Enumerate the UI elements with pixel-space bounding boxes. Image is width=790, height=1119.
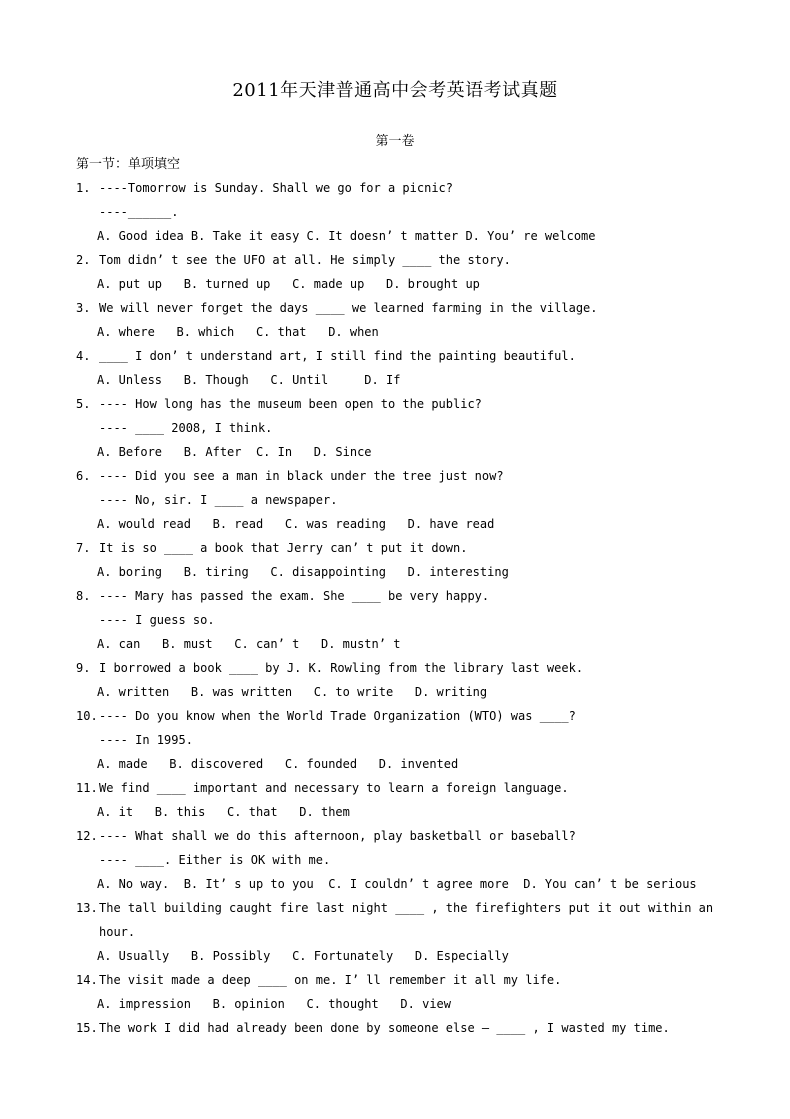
question-stem-line (76, 176, 726, 200)
question-number: 12. (76, 829, 98, 843)
question-stem-line (76, 704, 726, 728)
question-stem: ---- Did you see a man in black under the tree just now? (99, 469, 504, 483)
question-stem: ---- Do you know when the World Trade Organization (WTO) was ____? (99, 709, 576, 723)
question-item (76, 776, 726, 824)
question-number: 6. (76, 469, 91, 483)
section-heading: 第一节：单项填空 (76, 157, 181, 172)
question-item (76, 1016, 726, 1040)
question-stem: ---- Mary has passed the exam. She ____ be very happy. (99, 589, 490, 603)
question-continuation: ---- No, sir. I ____ a newspaper. (99, 493, 338, 507)
question-continuation: hour. (99, 925, 136, 939)
question-stem: ____ I don’ t understand art, I still find the painting beautiful. (99, 349, 576, 363)
question-number: 5. (76, 397, 91, 411)
volume-heading: 第一卷 (375, 134, 415, 149)
question-continuation: ---- ____. Either is OK with me. (99, 853, 331, 867)
question-item (76, 536, 726, 584)
answer-options: A. can B. must C. can’ t D. mustn’ t (97, 637, 401, 651)
question-stem-line (76, 344, 726, 368)
question-item (76, 176, 726, 248)
question-stem: The work I did had already been done by someone else – ____ , I wasted my time. (99, 1021, 670, 1035)
question-stem: The visit made a deep ____ on me. I’ ll remember it all my life. (99, 973, 562, 987)
question-item (76, 464, 726, 536)
question-item (76, 656, 726, 704)
question-stem-line (76, 824, 726, 848)
question-stem-line (76, 248, 726, 272)
question-number: 10. (76, 709, 98, 723)
question-continuation: ---- In 1995. (99, 733, 193, 747)
question-stem-line (76, 968, 726, 992)
answer-options: A. impression B. opinion C. thought D. view (97, 997, 452, 1011)
question-number: 9. (76, 661, 91, 675)
question-number: 15. (76, 1021, 98, 1035)
answer-options: A. where B. which C. that D. when (97, 325, 379, 339)
question-stem: ----Tomorrow is Sunday. Shall we go for a picnic? (99, 181, 454, 195)
question-stem: We find ____ important and necessary to learn a foreign language. (99, 781, 569, 795)
question-item (76, 584, 726, 656)
question-stem-line (76, 296, 726, 320)
question-item (76, 296, 726, 344)
question-stem: We will never forget the days ____ we learned farming in the village. (99, 301, 598, 315)
question-stem-line (76, 392, 726, 416)
question-stem: I borrowed a book ____ by J. K. Rowling from the library last week. (99, 661, 584, 675)
question-number: 2. (76, 253, 91, 267)
question-continuation: ----______. (99, 205, 179, 219)
question-number: 14. (76, 973, 98, 987)
question-continuation: ---- ____ 2008, I think. (99, 421, 273, 435)
question-stem-line (76, 536, 726, 560)
answer-options: A. put up B. turned up C. made up D. brought up (97, 277, 480, 291)
document-title: 2011年天津普通高中会考英语考试真题 (232, 80, 558, 101)
question-number: 3. (76, 301, 91, 315)
question-item (76, 344, 726, 392)
answer-options: A. Unless B. Though C. Until D. If (97, 373, 401, 387)
question-number: 4. (76, 349, 91, 363)
question-item (76, 896, 726, 968)
question-stem-line (76, 776, 726, 800)
question-item (76, 248, 726, 296)
question-item (76, 704, 726, 776)
question-number: 13. (76, 901, 98, 915)
answer-options: A. made B. discovered C. founded D. invented (97, 757, 459, 771)
answer-options: A. written B. was written C. to write D. writing (97, 685, 488, 699)
question-item (76, 968, 726, 1016)
answer-options: A. boring B. tiring C. disappointing D. interesting (97, 565, 509, 579)
question-stem: Tom didn’ t see the UFO at all. He simply ____ the story. (99, 253, 511, 267)
question-stem: ---- What shall we do this afternoon, play basketball or baseball? (99, 829, 576, 843)
question-stem-line (76, 896, 726, 920)
answer-options: A. would read B. read C. was reading D. have read (97, 517, 495, 531)
question-stem: It is so ____ a book that Jerry can’ t put it down. (99, 541, 468, 555)
answer-options: A. Good idea B. Take it easy C. It doesn’ t matter D. You’ re welcome (97, 229, 596, 243)
question-stem-line (76, 1016, 726, 1040)
question-number: 7. (76, 541, 91, 555)
question-item (76, 824, 726, 896)
question-number: 11. (76, 781, 98, 795)
question-item (76, 392, 726, 464)
answer-options: A. No way. B. It’ s up to you C. I couldn’ t agree more D. You can’ t be serious (97, 877, 697, 891)
answer-options: A. Before B. After C. In D. Since (97, 445, 372, 459)
question-stem: ---- How long has the museum been open to the public? (99, 397, 482, 411)
answer-options: A. it B. this C. that D. them (97, 805, 350, 819)
question-number: 8. (76, 589, 91, 603)
question-stem-line (76, 656, 726, 680)
question-stem-line (76, 464, 726, 488)
question-number: 1. (76, 181, 91, 195)
answer-options: A. Usually B. Possibly C. Fortunately D. Especially (97, 949, 509, 963)
question-continuation: ---- I guess so. (99, 613, 215, 627)
question-stem: The tall building caught fire last night ____ , the firefighters put it out within an (99, 901, 714, 915)
question-stem-line (76, 584, 726, 608)
